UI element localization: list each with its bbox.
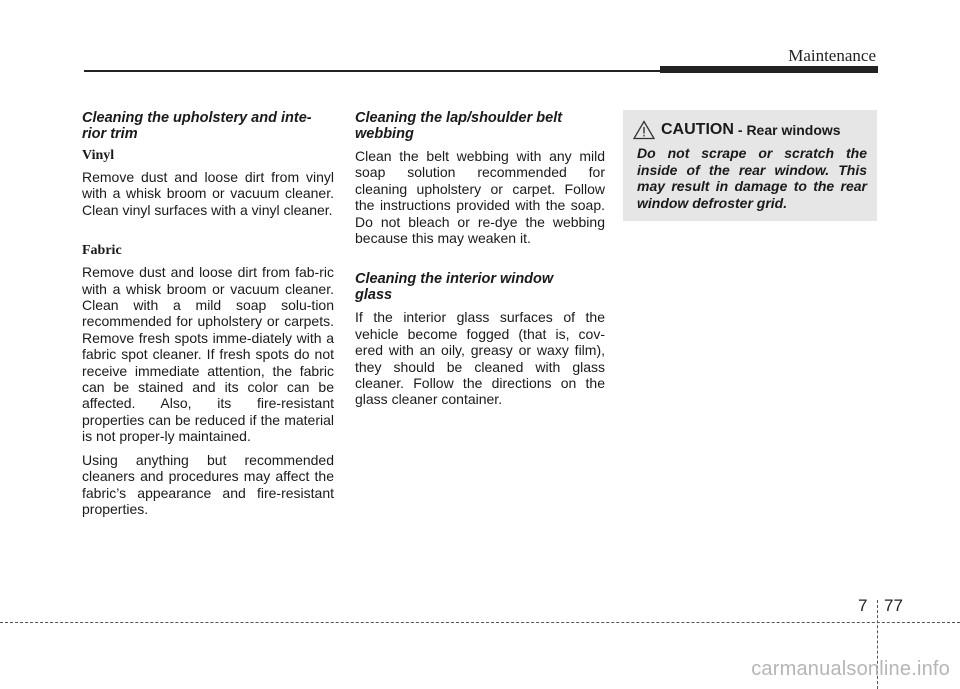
section-title-upholstery: Cleaning the upholstery and inte- rior trim (82, 110, 312, 142)
section-title-glass: Cleaning the interior window glass (355, 271, 554, 304)
footer-chapter-number: 7 (858, 596, 868, 615)
header-title: Maintenance (788, 46, 876, 65)
watermark-text: carmanualsonline.info (751, 658, 950, 680)
paragraph-fabric-2: Using anything but recommended cleaners and procedures may affect the fabric’s appearance and fire-resistant properties. (82, 451, 334, 517)
header-rule (84, 70, 660, 72)
caution-subject: - Rear windows (737, 122, 841, 138)
section-title-belt: Cleaning the lap/shoulder belt webbing (355, 110, 563, 142)
footer-page-number: 77 (884, 596, 903, 615)
subheading-fabric: Fabric (82, 243, 122, 259)
paragraph-glass: If the interior glass surfaces of the vehicle become fogged (that is, cov-ered with an oily, greasy or waxy film), they should be cleaned with glass cleaner. Follow the directions on the glass cleaner container. (355, 309, 605, 408)
column-belt-glass (355, 110, 605, 415)
spacer (82, 225, 334, 243)
footer-dashed-line (0, 622, 960, 623)
warning-triangle-icon (633, 120, 655, 140)
paragraph-belt: Clean the belt webbing with any mild soap solution recommended for cleaning upholstery or carpet. Follow the instructions provided with the soap. Do not bleach or re-dye the webbing because this may weaken it. (355, 148, 605, 247)
subheading-vinyl: Vinyl (82, 148, 115, 163)
column-caution (623, 110, 877, 221)
caution-label: CAUTION (661, 121, 734, 138)
caution-text: Do not scrape or scratch the inside of the rear window. This may result in damage to the rear window defroster grid. (637, 145, 867, 211)
spacer (355, 253, 605, 271)
paragraph-fabric-1: Remove dust and loose dirt from fab-ric with a whisk broom or vacuum cleaner. Clean with a mild soap solu-tion recommended for upholstery or carpets. Remove fresh spots imme-diately with a fabric spot cleaner. If fresh spots do not receive immediate attention, the fabric can be stained and its color can be affected. Also, its fire-resistant properties can be reduced if the material is not proper-ly maintained. (82, 264, 334, 445)
paragraph-vinyl: Remove dust and loose dirt from vinyl with a whisk broom or vacuum cleaner. Clean vinyl surfaces with a vinyl cleaner. (82, 169, 334, 218)
caution-header (637, 120, 867, 140)
column-upholstery (82, 110, 334, 524)
header-rule-thick (660, 66, 878, 73)
caution-box (623, 110, 877, 221)
